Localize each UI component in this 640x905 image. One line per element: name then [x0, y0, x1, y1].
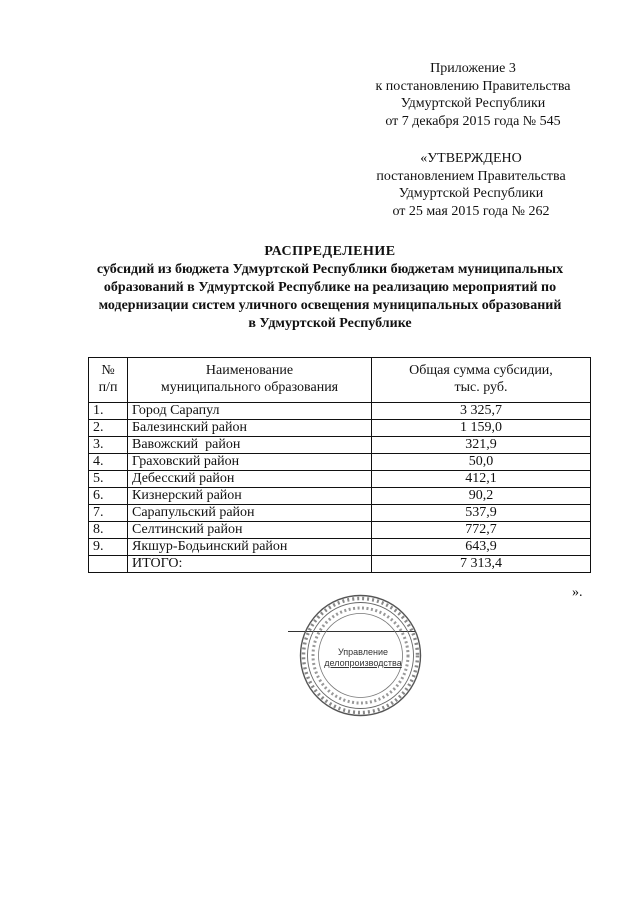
approved-block	[356, 150, 586, 220]
table-row	[89, 522, 591, 539]
row-name: Якшур-Бодьинский район	[128, 539, 372, 556]
header-num-line2: п/п	[98, 380, 118, 395]
row-num: 5.	[89, 471, 128, 488]
table-total-row	[89, 556, 591, 573]
row-num: 9.	[89, 539, 128, 556]
table-row	[89, 488, 591, 505]
row-num: 1.	[89, 403, 128, 420]
closing-quote: ».	[572, 585, 583, 600]
total-num	[89, 556, 128, 573]
row-sum: 412,1	[372, 471, 591, 488]
header-name-line2: муниципального образования	[160, 380, 339, 395]
row-name: Дебесский район	[128, 471, 372, 488]
document-title	[80, 243, 580, 333]
row-num: 3.	[89, 437, 128, 454]
approved-line: «УТВЕРЖДЕНО	[420, 151, 522, 166]
appendix-line: от 7 декабря 2015 года № 545	[385, 113, 561, 129]
table-row	[89, 403, 591, 420]
stamp-center-text	[318, 647, 408, 669]
appendix-line: Удмуртской Республики	[400, 96, 546, 111]
total-label: ИТОГО:	[128, 556, 372, 573]
table-row	[89, 420, 591, 437]
header-sum	[372, 358, 591, 403]
row-name: Сарапульский район	[128, 505, 372, 522]
title-line: модернизации систем уличного освещения муниципальных образований	[98, 298, 562, 313]
header-name-line1: Наименование	[205, 363, 294, 378]
row-num: 4.	[89, 454, 128, 471]
row-sum: 1 159,0	[372, 420, 591, 437]
table-header-row	[89, 358, 591, 403]
title-line: в Удмуртской Республике	[248, 316, 412, 331]
row-name: Граховский район	[128, 454, 372, 471]
row-sum: 643,9	[372, 539, 591, 556]
row-sum: 321,9	[372, 437, 591, 454]
distribution-table	[88, 357, 591, 573]
stamp-line: Управление	[337, 647, 389, 657]
row-sum: 50,0	[372, 454, 591, 471]
row-num: 6.	[89, 488, 128, 505]
table-row	[89, 454, 591, 471]
row-num: 2.	[89, 420, 128, 437]
table-row	[89, 505, 591, 522]
row-name: Вавожский район	[128, 437, 372, 454]
row-name: Селтинский район	[128, 522, 372, 539]
stamp-line: делопроизводства	[324, 658, 402, 668]
title-line: образований в Удмуртской Республике на реализацию мероприятий по	[103, 280, 557, 295]
approved-line: Удмуртской Республики	[398, 186, 544, 201]
row-sum: 90,2	[372, 488, 591, 505]
header-sum-line1: Общая сумма субсидии,	[409, 363, 553, 378]
header-num-line1: №	[101, 363, 115, 378]
table-row	[89, 437, 591, 454]
row-sum: 537,9	[372, 505, 591, 522]
header-sum-line2: тыс. руб.	[454, 380, 508, 395]
row-sum: 3 325,7	[372, 403, 591, 420]
appendix-line: Приложение 3	[430, 61, 516, 76]
approved-line: от 25 мая 2015 года № 262	[392, 203, 550, 219]
row-name: Город Сарапул	[128, 403, 372, 420]
row-sum: 772,7	[372, 522, 591, 539]
appendix-line: к постановлению Правительства	[375, 78, 571, 94]
approved-line: постановлением Правительства	[376, 168, 566, 184]
header-num	[89, 358, 128, 403]
appendix-block	[358, 60, 588, 130]
row-name: Балезинский район	[128, 420, 372, 437]
row-name: Кизнерский район	[128, 488, 372, 505]
total-sum: 7 313,4	[372, 556, 591, 573]
row-num: 8.	[89, 522, 128, 539]
title-line: субсидий из бюджета Удмуртской Республики бюджетам муниципальных	[96, 262, 564, 277]
row-num: 7.	[89, 505, 128, 522]
header-name	[128, 358, 372, 403]
title-main: РАСПРЕДЕЛЕНИЕ	[264, 244, 396, 259]
table-row	[89, 471, 591, 488]
table-row	[89, 539, 591, 556]
